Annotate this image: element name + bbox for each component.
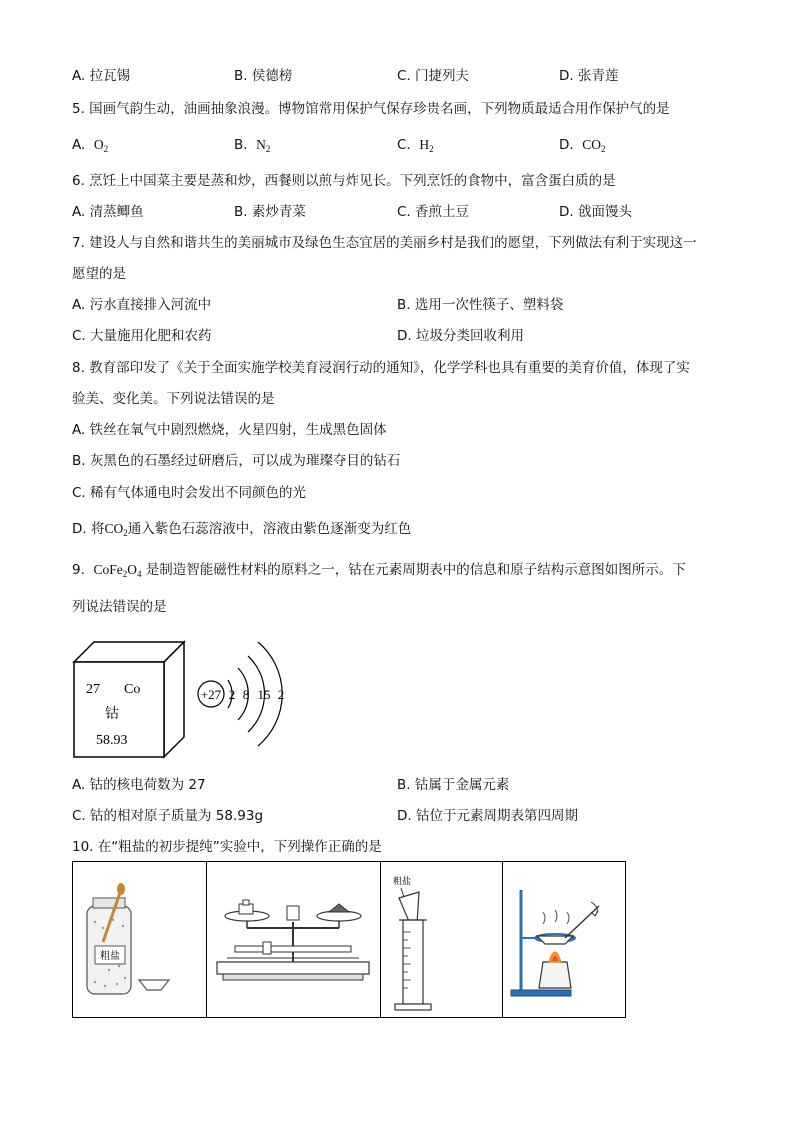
- evaporating-dish-d: [537, 936, 573, 944]
- q4-option-c: C. 门捷列夫: [397, 68, 470, 84]
- q6-option-d: D. 戗面馒头: [559, 204, 632, 220]
- q8-option-c: C. 稀有气体通电时会发出不同颜色的光: [72, 485, 307, 501]
- element-name: 钴: [105, 706, 119, 722]
- evaporating-dish: [139, 980, 169, 990]
- spatula-tip: [117, 883, 125, 895]
- q8-option-a: A. 铁丝在氧气中剧烈燃烧，火星四射，生成黑色固体: [72, 422, 387, 438]
- q7-stem-line2: 愿望的是: [72, 266, 126, 282]
- q6-option-b: B. 素炒青菜: [234, 204, 306, 220]
- evaporation-figure: [503, 862, 623, 1016]
- graduated-cylinder: [403, 920, 423, 1004]
- shell-2-electrons: 8: [242, 687, 250, 702]
- q4-option-a: A. 拉瓦锡: [72, 68, 131, 84]
- salt-on-paper: [329, 904, 349, 912]
- q9-option-d: D. 钴位于元素周期表第四周期: [397, 808, 578, 824]
- element-atomic-number: 27: [86, 682, 100, 697]
- stand-base: [511, 990, 571, 996]
- balance-figure: [207, 862, 379, 1016]
- balance-indicator: [287, 906, 299, 920]
- q10-cell-d: [503, 862, 625, 1017]
- balance-base: [217, 962, 369, 974]
- q10-stem: 10. 在“粗盐的初步提纯”实验中，下列操作正确的是: [72, 839, 382, 855]
- q7-stem-line1: 7. 建设人与自然和谐共生的美丽城市及绿色生态宜居的美丽乡村是我们的愿望，下列做法有利于实现这一: [72, 235, 697, 251]
- q9-option-b: B. 钴属于金属元素: [397, 777, 510, 793]
- steam: [543, 910, 569, 924]
- q6-option-c: C. 香煎土豆: [397, 204, 470, 220]
- salt-jar-figure: [73, 862, 205, 1016]
- q8-stem-line2: 验美、变化美。下列说法错误的是: [72, 391, 275, 407]
- rider: [263, 942, 271, 954]
- funnel-label: 粗盐: [393, 877, 412, 887]
- jar-neck: [93, 898, 125, 908]
- q8-option-d: D. 将$CO_2$通入紫色石蕊溶液中，溶液由紫色逐渐变为红色: [72, 521, 412, 538]
- q7-option-b: B. 选用一次性筷子、塑料袋: [397, 297, 564, 313]
- q9-option-a: A. 钴的核电荷数为 27: [72, 777, 206, 793]
- q5-stem: 5. 国画气韵生动，油画抽象浪漫。博物馆常用保护气保存珍贵名画，下列物质最适合用作保护气的是: [72, 101, 670, 117]
- q9-option-c: C. 钴的相对原子质量为 58.93g: [72, 808, 264, 824]
- shell-4-electrons: 2: [277, 687, 285, 702]
- atom-structure-figure: [194, 628, 294, 758]
- q9-stem-line2: 列说法错误的是: [72, 599, 167, 615]
- q8-stem-line1: 8. 教育部印发了《关于全面实施学校美育浸润行动的通知》，化学学科也具有重要的美育价值，体现了实: [72, 360, 690, 376]
- q5-option-b: B. $N_2$: [234, 137, 271, 154]
- q6-stem: 6. 烹饪上中国菜主要是蒸和炒，西餐则以煎与炸见长。下列烹饪的食物中，富含蛋白质的是: [72, 173, 616, 189]
- glass-rod: [565, 906, 599, 938]
- q10-cell-a: [73, 862, 207, 1017]
- cube-side-face: [164, 642, 184, 757]
- q5-option-a: A. $O_2$: [72, 137, 109, 154]
- q7-option-c: C. 大量施用化肥和农药: [72, 328, 212, 344]
- cylinder-base: [395, 1004, 431, 1010]
- element-symbol: Co: [124, 682, 141, 697]
- alcohol-lamp: [539, 962, 571, 988]
- rider-scale: [235, 946, 351, 952]
- q7-option-a: A. 污水直接排入河流中: [72, 297, 212, 313]
- q10-cell-b: [207, 862, 381, 1017]
- element-cell-figure: [72, 640, 188, 760]
- jar-label-text: 粗盐: [100, 951, 120, 962]
- graduated-cylinder-figure: [381, 862, 501, 1016]
- q6-option-a: A. 清蒸鲫鱼: [72, 204, 144, 220]
- shell-1-electrons: 2: [228, 687, 236, 702]
- q7-option-d: D. 垃圾分类回收利用: [397, 328, 524, 344]
- shell-3-electrons: 15: [257, 687, 271, 702]
- q10-cell-c: [381, 862, 503, 1017]
- q5-option-c: C. $H_2$: [397, 137, 434, 154]
- balance-foot: [223, 974, 363, 980]
- q9-stem-line1: 9. $CoFe_2O_4$ 是制造智能磁性材料的原料之一，钴在元素周期表中的信息和原子结构示意图如图所示。下: [72, 562, 686, 579]
- q10-options-figure-table: [72, 861, 626, 1018]
- q8-option-b: B. 灰黑色的石墨经过研磨后，可以成为璀璨夺目的钻石: [72, 453, 401, 469]
- q4-option-d: D. 张青莲: [559, 68, 619, 84]
- q4-option-b: B. 侯德榜: [234, 68, 293, 84]
- q5-option-d: D. $CO_2$: [559, 137, 606, 154]
- nucleus-charge: +27: [200, 687, 222, 702]
- element-atomic-mass: 58.93: [96, 733, 128, 748]
